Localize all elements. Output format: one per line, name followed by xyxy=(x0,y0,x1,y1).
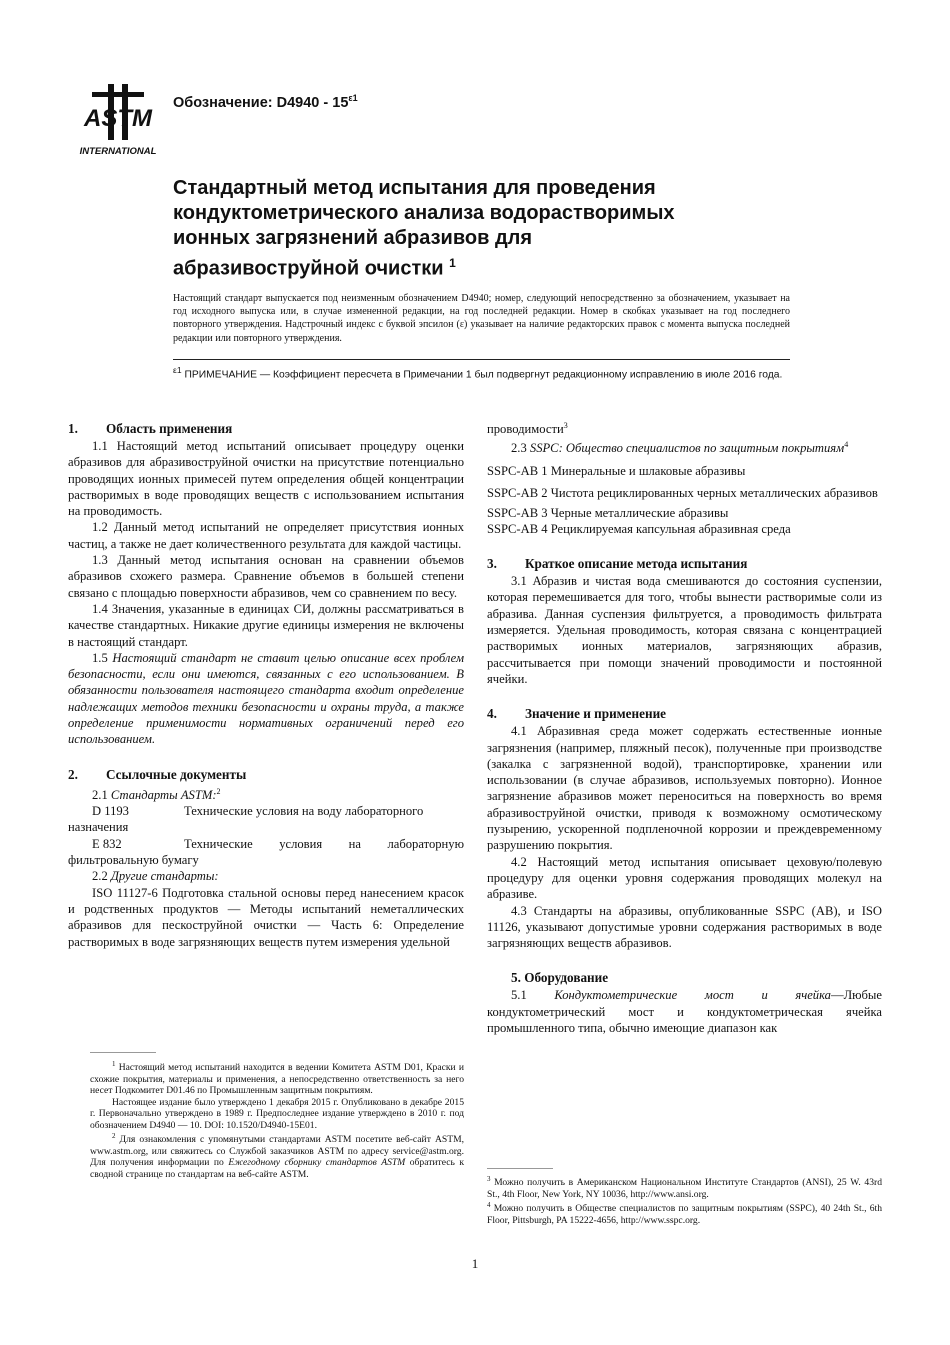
sspc-ab2: SSPC-AB 2 Чистота рециклированных черных металлических абразивов xyxy=(487,486,878,501)
reference-title-cont: фильтровальную бумагу xyxy=(68,853,199,868)
section-number: 1. xyxy=(68,421,78,436)
reference-code: E 832 xyxy=(92,836,122,851)
paragraph-4-1: 4.1 Абразивная среда может содержать естественные ионные загрязнения (например, пляжный песок), полученные при производстве (закалка с загрязненной водой), транспортировке, хранении или использовании (в случае абразивов, используемых повторно). Ионное загрязнение абразивов может переноситься на поверхность во время абразивоструйной очистки, приводя к возможному осмотическому пузырению, ускоренной подпленочной коррозии и преждевременному разрушению покрытия. xyxy=(487,724,882,853)
safety-statement: Настоящий стандарт не ставит целью описание всех проблем безопасности, если они имеются, связанных с его использованием. В обязанности пользователя настоящего стандарта входит определение надлежащих методов техники безопасности и охраны труда, а также определение применимости нормативных ограничений перед его использованием. xyxy=(68,650,464,747)
footnote-text: Настоящий метод испытаний находится в ведении Комитета ASTM D01, Краски и схожие покрытия, материалы и применения, а непосредственно ответственность за него несет Подкомитет D01.46 по Промышленным защитным покрытиям. xyxy=(90,1062,464,1097)
paragraph-number: 2.1 xyxy=(92,787,111,802)
reference-d1193 xyxy=(68,803,464,819)
note-sup: ε1 xyxy=(173,365,182,375)
paragraph-1-1: 1.1 Настоящий метод испытаний описывает процедуру оценки абразивов для абразивоструйной очистки на присутствие потенциально проводящих ионных примесей путем определения общей концентрации растворимых в воде проводящих веществ с использованием испытания на проводимость. xyxy=(68,439,464,519)
footnotes-right xyxy=(487,1168,882,1226)
sspc-ab4: SSPC-AB 4 Рециклируемая капсульная абразивная среда xyxy=(487,521,791,536)
paragraph-1-5 xyxy=(68,650,464,748)
footnote-ref: 2 xyxy=(216,786,221,796)
footnote-ref: 4 xyxy=(844,440,849,450)
right-column xyxy=(487,418,882,1036)
reference-code: D 1193 xyxy=(92,804,129,819)
reference-iso-cont xyxy=(487,418,882,437)
title-line: ионных загрязнений абразивов для xyxy=(173,227,533,249)
paragraph-4-2: 4.2 Настоящий метод испытания описывает цеховую/полевую процедуру для оценки уровня содержания проводящих молекул на абразиве. xyxy=(487,854,882,902)
section-title: Область применения xyxy=(106,421,233,436)
paragraph-1-4: 1.4 Значения, указанные в единицах СИ, должны рассматриваться в качестве стандартных. Никакие другие единицы измерения не включены в настоящий стандарт. xyxy=(68,601,464,649)
section-number: 2. xyxy=(68,766,78,782)
section-heading-2 xyxy=(68,766,464,784)
section-heading-3 xyxy=(487,555,882,573)
paragraph-number: 1.5 xyxy=(92,650,113,665)
footnote-rule xyxy=(90,1052,156,1053)
section-number: 4. xyxy=(487,706,497,722)
section-title: Краткое описание метода испытания xyxy=(525,556,748,572)
footnote-marker: 3 xyxy=(487,1175,491,1183)
footnote-text: Настоящее издание было утверждено 1 декабря 2015 г. Опубликовано в декабре 2015 г. Первоначально утверждено в 1989 г. Предпоследнее издание утверждено в 2010 г. под обозначением D4940 — 10. DOI: 10.1520/D4940-15E01. xyxy=(90,1096,464,1131)
page-number: 1 xyxy=(471,1256,479,1271)
title-line: Стандартный метод испытания для проведения xyxy=(173,177,656,199)
footnotes-left xyxy=(90,1052,464,1180)
designation-sup: ε1 xyxy=(348,93,358,103)
designation-label: Обозначение: D4940 - 15 xyxy=(173,94,349,111)
document-title xyxy=(173,176,793,282)
title-line: абразивоструйной очистки xyxy=(173,257,444,280)
paragraph-5-1 xyxy=(487,987,882,1036)
footnote-marker: 2 xyxy=(112,1132,116,1141)
astm-logo xyxy=(78,82,158,158)
footnote-1b xyxy=(90,1097,464,1132)
footnote-rule xyxy=(487,1168,553,1169)
footnote-marker: 4 xyxy=(487,1201,491,1210)
footnote-text: Можно получить в Обществе специалистов по защитным покрытиям (SSPC), 40 24th St., 6th Floor, Pittsburgh, PA 15222-4656, http://www.sspc.org. xyxy=(487,1203,882,1226)
footnote-3 xyxy=(487,1174,882,1200)
paragraph-italic: Кондуктометрические мост и ячейка xyxy=(554,988,831,1003)
reference-title-cont: назначения xyxy=(68,820,129,835)
footnote-1 xyxy=(90,1059,464,1097)
paragraph-text: Стандарты ASTM: xyxy=(110,787,217,802)
footnote-text: Можно получить в Американском Национальном Институте Стандартов (ANSI), 25 W. 43rd St., 4th Floor, New York, NY 10036, http://www.ansi.org. xyxy=(487,1177,882,1200)
footnote-text: обратитесь к сводной странице по стандартам на веб-сайте ASTM. xyxy=(90,1157,465,1180)
paragraph-number: 2.2 xyxy=(92,869,111,884)
title-footnote-ref: 1 xyxy=(449,256,456,270)
paragraph-text: Другие стандарты: xyxy=(110,869,219,884)
designation xyxy=(173,93,358,111)
sspc-ab1: SSPC-AB 1 Минеральные и шлаковые абразивы xyxy=(487,463,746,478)
paragraph-number: 5.1 xyxy=(511,988,555,1003)
section-heading-1 xyxy=(68,420,464,438)
title-line: кондуктометрического анализа водорастворимых xyxy=(173,202,675,224)
paragraph-2-2 xyxy=(68,868,464,884)
paragraph-4-3: 4.3 Стандарты на абразивы, опубликованные SSPC (AB), и ISO 11126, указывают допустимые уровни содержания растворимых в воде загрязняющих веществ абразивов. xyxy=(487,903,882,951)
paragraph-2-3 xyxy=(487,437,882,456)
paragraph-1-3: 1.3 Данный метод испытания основан на сравнении объемов абразивов схожего размера. Сравнение объемов в большей степени связано с площадью поверхности абразивов, чем со сравнением по весу. xyxy=(68,553,464,600)
footnote-italic: Ежегодному сборнику стандартов ASTM xyxy=(228,1157,406,1169)
note-text: ПРИМЕЧАНИЕ — Коэффициент пересчета в Примечании 1 был подвергнут редакционному исправлению в июле 2016 года. xyxy=(181,369,783,381)
reference-title: Технические условия на воду лабораторного xyxy=(184,804,424,819)
footnote-2 xyxy=(90,1131,464,1180)
paragraph-1-2: 1.2 Данный метод испытаний не определяет присутствия ионных частиц, а также не дает количественного результата для каждой частицы. xyxy=(68,520,464,551)
logo-subtext: INTERNATIONAL xyxy=(79,146,157,157)
reference-title-cont: проводимости xyxy=(487,422,564,437)
section-title: Ссылочные документы xyxy=(106,766,247,782)
logo-text: ASTM xyxy=(84,105,152,132)
paragraph-text: SSPC: Общество специалистов по защитным покрытиям xyxy=(529,441,845,456)
left-column xyxy=(68,420,464,950)
sspc-ab3: SSPC-AB 3 Черные металлические абразивы xyxy=(487,505,729,520)
reference-e832 xyxy=(68,836,464,852)
paragraph-text: —Любые кондуктометрический мост и кондуктометрическая ячейка промышленного типа, обычно имеющие диапазон как xyxy=(487,988,882,1035)
paragraph-number: 2.3 xyxy=(511,441,530,456)
footnote-text: Для ознакомления с упомянутыми стандартами ASTM посетите веб-сайт ASTM, www.astm.org, или свяжитесь со Службой заказчиков ASTM по адресу service@astm.org. Для получения информации по xyxy=(90,1134,464,1169)
footnote-4 xyxy=(487,1200,882,1226)
reference-title: Технические условия на лабораторную xyxy=(184,836,464,851)
footnote-marker: 1 xyxy=(112,1060,116,1068)
section-title: Значение и применение xyxy=(525,706,667,722)
section-number: 3. xyxy=(487,556,497,572)
section-heading-5: 5. Оборудование xyxy=(511,970,609,986)
paragraph-2-1 xyxy=(68,784,464,803)
intro-paragraph: Настоящий стандарт выпускается под неизменным обозначением D4940; номер, следующий непосредственно за обозначением, указывает на год исходного выпуска или, в случае измененной редакции, на год последней редакции. Номер в скобках указывает на год последнего повторного утверждения. Надстрочный индекс с буквой эпсилон (ε) указывает на наличие редакторских правок с момента выпуска последней редакции или повторного утверждения. xyxy=(173,293,790,344)
reference-iso: ISO 11127-6 Подготовка стальной основы перед нанесением красок и родственных продуктов — Методы испытаний неметаллических абразивов для пескоструйной очистки — Часть 6: Определение растворимых в воде загрязняющих веществ путем измерения удельной xyxy=(68,885,464,949)
footnote-ref: 3 xyxy=(563,421,568,430)
paragraph-3-1: 3.1 Абразив и чистая вода смешиваются до состояния суспензии, которая перемешивается для того, чтобы вынести растворимые соли из абразива. Данная суспензия фильтруется, а проводимость фильтрата измеряется. Удельная проводимость, которая связана с концентрацией растворимых ионных материалов, загрязняющих абразив, рассчитывается при помощи значений проводимости и постоянной ячейки. xyxy=(487,574,882,686)
editorial-note xyxy=(173,359,790,381)
section-heading-4 xyxy=(487,705,882,723)
